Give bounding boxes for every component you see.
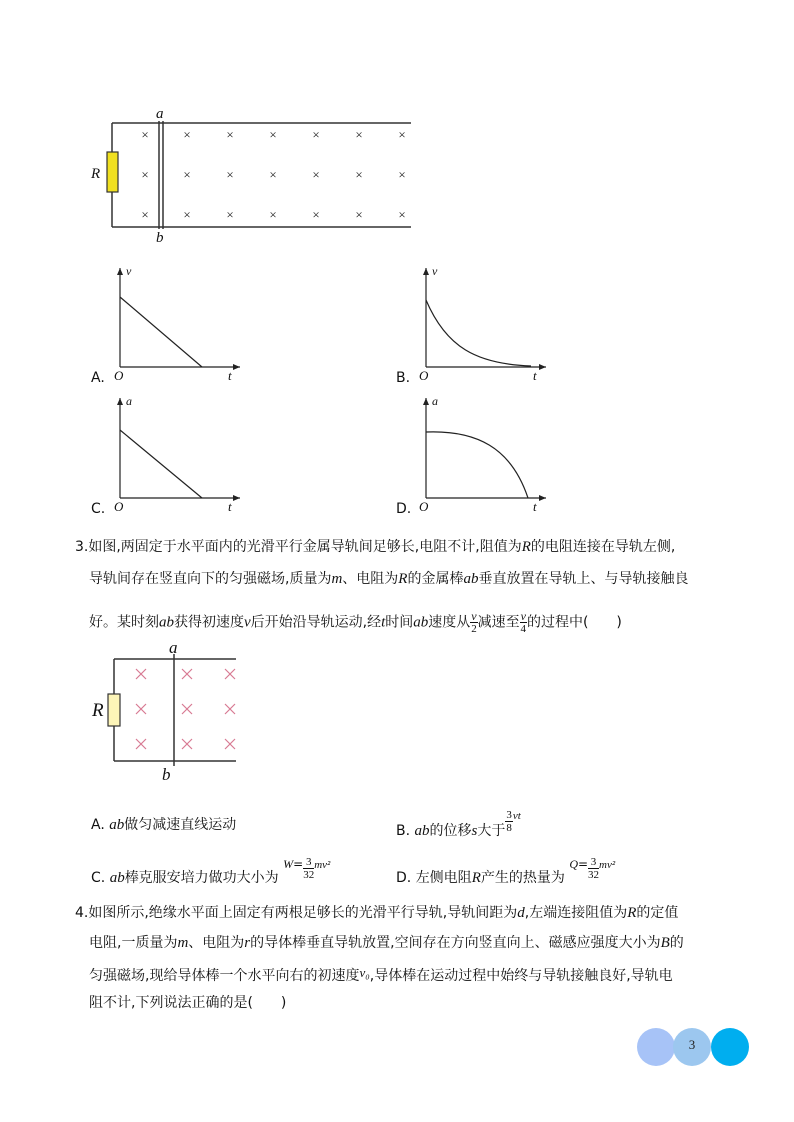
svg-text:×: × <box>355 207 363 222</box>
fraction-v-over-2: $\frac{v}{2}$ <box>471 609 477 635</box>
q4-number: 4. <box>75 905 89 921</box>
graph-a <box>100 262 250 382</box>
graph-d-y-label: a <box>432 394 438 408</box>
graph-d-curve <box>426 432 528 498</box>
fig1-label-r: R <box>91 166 101 182</box>
svg-text:×: × <box>312 207 320 222</box>
fig2-label-r: R <box>92 700 104 721</box>
graph-a-x-label: t <box>228 368 232 383</box>
svg-text:×: × <box>398 127 406 142</box>
graph-b-x-label: t <box>533 368 537 383</box>
svg-text:×: × <box>141 127 149 142</box>
graph-c-option: C. <box>91 501 106 517</box>
svg-text:×: × <box>355 167 363 182</box>
resistor-symbol-2 <box>108 694 120 726</box>
svg-text:×: × <box>398 167 406 182</box>
resistor-symbol <box>107 152 118 192</box>
figure-2-circuit <box>88 640 248 785</box>
graph-c-origin: O <box>114 499 124 514</box>
graph-c <box>100 392 250 512</box>
q3-line-3: 好。某时刻ab获得初速度v后开始沿导轨运动,经t时间ab速度从 $\frac{v}{2}$ 减速至 $\frac{v}{4}$ 的过程中( ) <box>89 609 622 635</box>
q3-option-a: A. ab做匀减速直线运动 <box>91 817 237 833</box>
svg-text:×: × <box>226 167 234 182</box>
graph-b-y-label: v <box>432 264 438 278</box>
graph-d-option: D. <box>396 501 412 517</box>
fraction-v-over-4: $\frac{v}{4}$ <box>520 609 527 635</box>
svg-text:×: × <box>226 207 234 222</box>
svg-text:×: × <box>141 207 149 222</box>
svg-text:×: × <box>355 127 363 142</box>
fig1-label-b: b <box>156 230 164 246</box>
graph-a-option: A. <box>91 370 105 386</box>
magnetic-field-crosses-2 <box>136 669 235 749</box>
graph-a-curve <box>120 297 202 367</box>
fig2-label-a: a <box>169 638 178 657</box>
graph-d-origin: O <box>419 499 429 514</box>
graph-b-option: B. <box>396 370 411 386</box>
graph-b-curve <box>426 300 531 366</box>
graph-b-origin: O <box>419 368 429 383</box>
fig2-label-b: b <box>162 765 171 784</box>
graph-d-x-label: t <box>533 499 537 514</box>
magnetic-field-crosses <box>141 127 405 222</box>
svg-text:×: × <box>226 127 234 142</box>
svg-text:×: × <box>269 207 277 222</box>
svg-text:×: × <box>312 127 320 142</box>
graph-a-origin: O <box>114 368 124 383</box>
q3-option-d: D. 左侧电阻R产生的热量为 Q= $\frac{3}{32}$ $^{mv^2}$ <box>396 855 616 886</box>
graph-d <box>406 392 556 512</box>
graph-c-y-label: a <box>126 394 132 408</box>
q3-line-2: 导轨间存在竖直向下的匀强磁场,质量为m、电阻为R的金属棒ab垂直放置在导轨上、与导轨接触良 <box>89 571 689 587</box>
q4-line-3: 匀强磁场,现给导体棒一个水平向右的初速度v₀,导体棒在运动过程中始终与导轨接触良好,导轨电 <box>89 965 673 984</box>
svg-text:×: × <box>269 167 277 182</box>
q4-line-2: 电阻,一质量为m、电阻为r的导体棒垂直导轨放置,空间存在方向竖直向上、磁感应强度大小为B的 <box>89 935 684 951</box>
q3-number: 3. <box>75 539 89 555</box>
q3-option-b: B. ab的位移s大于 $\frac{3}{8}$ $^{vt}$ <box>396 808 521 839</box>
graph-c-curve <box>120 430 202 498</box>
svg-text:×: × <box>183 207 191 222</box>
svg-text:×: × <box>398 207 406 222</box>
graph-b <box>406 262 556 382</box>
page-number: 3 <box>688 1037 696 1052</box>
q4-line-1: 4.如图所示,绝缘水平面上固定有两根足够长的光滑平行导轨,导轨间距为d,左端连接阻值为R的定值 <box>75 905 679 921</box>
svg-text:×: × <box>312 167 320 182</box>
q3-option-c: C. ab棒克服安培力做功大小为 W= $\frac{3}{32}$ $^{mv^2}$ <box>91 855 331 886</box>
svg-text:×: × <box>141 167 149 182</box>
figure-1-circuit <box>85 105 425 250</box>
q4-line-4: 阻不计,下列说法正确的是( ) <box>89 995 287 1011</box>
fig1-label-a: a <box>156 106 164 122</box>
svg-text:×: × <box>269 127 277 142</box>
svg-text:×: × <box>183 167 191 182</box>
graph-c-x-label: t <box>228 499 232 514</box>
q3-line-1: 3.如图,两固定于水平面内的光滑平行金属导轨间足够长,电阻不计,阻值为R的电阻连接在导轨左侧, <box>75 539 676 555</box>
svg-text:×: × <box>183 127 191 142</box>
graph-a-y-label: v <box>126 264 132 278</box>
